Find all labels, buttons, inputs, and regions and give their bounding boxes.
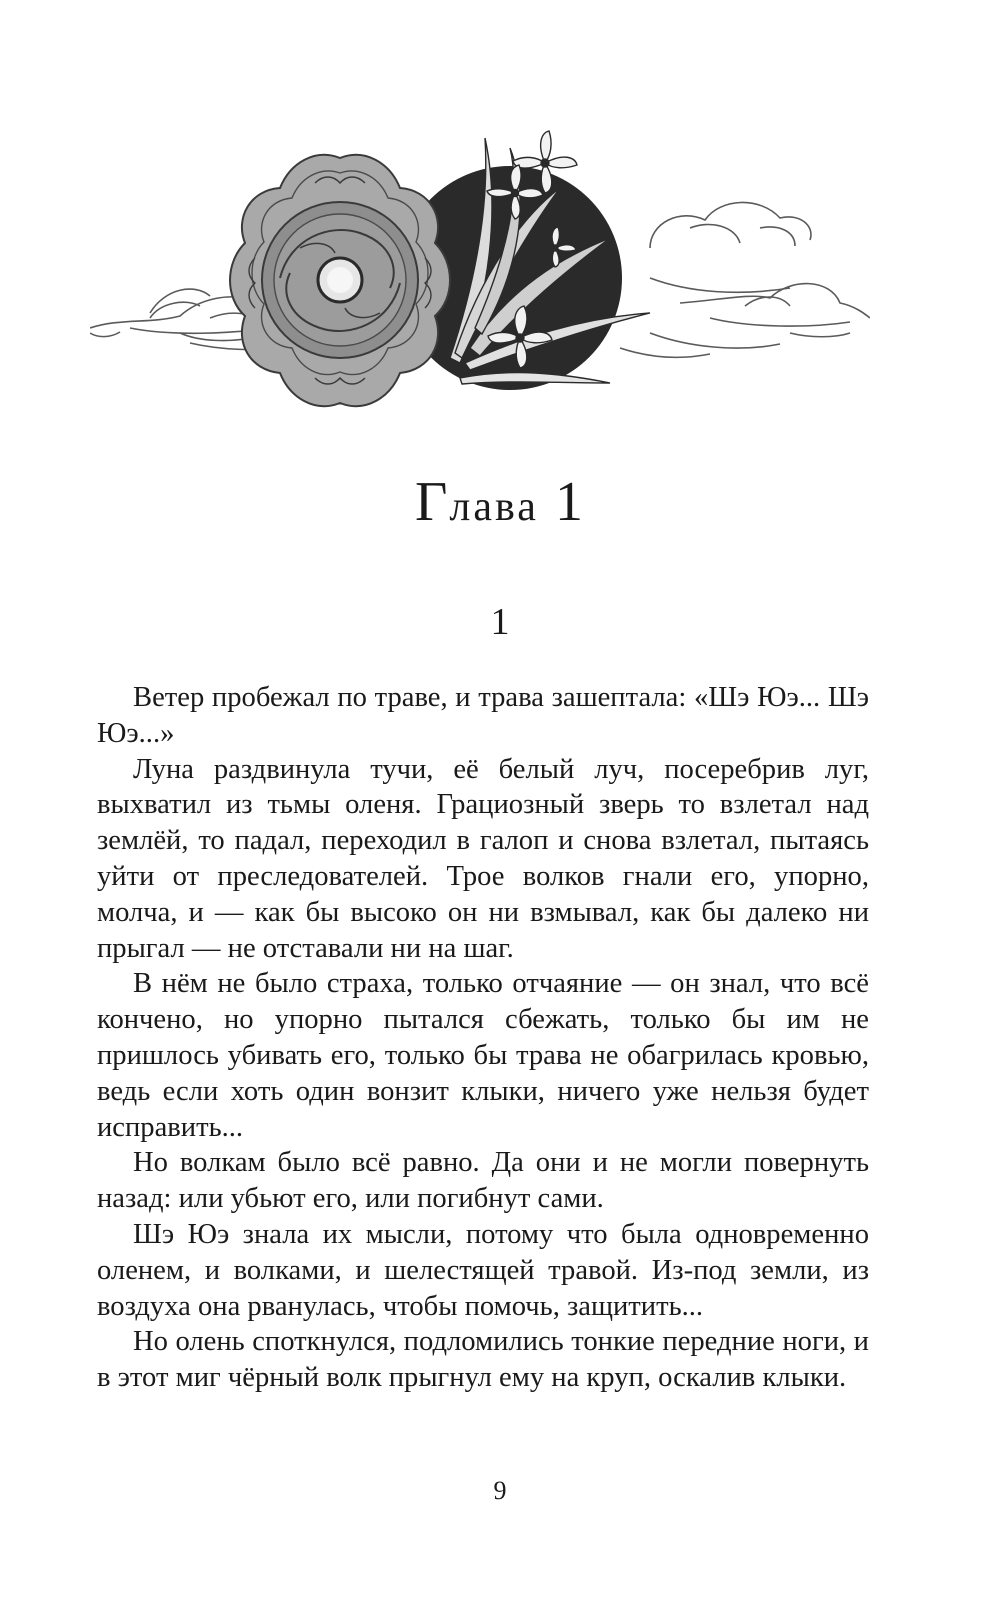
paragraph: Но олень споткнулся, подломились тонкие передние ноги, и в этот миг чёрный волк прыгнул ему на круп, оскалив клыки. xyxy=(97,1326,869,1394)
paragraph: Ветер пробежал по траве, и трава зашептала: «Шэ Юэ... Шэ Юэ...» xyxy=(97,682,869,749)
chapter-title-word: лава xyxy=(449,484,539,530)
chapter-body-text xyxy=(97,680,869,1396)
cloud-right xyxy=(620,202,870,357)
ornamental-medallion xyxy=(230,155,450,406)
chapter-number: 1 xyxy=(554,471,585,533)
paragraph: Но волкам было всё равно. Да они и не могли повернуть назад: или убьют его, или погибнут сами. xyxy=(97,1147,869,1215)
page-number: 9 xyxy=(493,1476,507,1505)
paragraph: Луна раздвинула тучи, её белый луч, посеребрив луг, выхватил из тьмы оленя. Грациозный зверь то взлетал над землёй, то падал, переходил в галоп и снова взлетал, пытаясь уйти от преследователей. Трое волков гнали его, упорно, молча, и — как бы высоко он ни взмывал, как бы далеко ни прыгал — не отставали ни на шаг. xyxy=(97,753,869,964)
chapter-ornament-illustration xyxy=(90,128,870,428)
section-number: 1 xyxy=(490,601,510,643)
paragraph: В нём не было страха, только отчаяние — он знал, что всё кончено, но упорно пытался сбежать, только бы им не пришлось убивать его, только бы трава не обагрилась кровью, ведь если хоть один вонзит клыки, ничего уже нельзя будет исправить... xyxy=(97,968,869,1143)
paragraph: Шэ Юэ знала их мысли, потому что была одновременно оленем, и волками, и шелестящей травой. Из-под земли, из воздуха она рванулась, чтобы помочь, защитить... xyxy=(97,1218,869,1322)
chapter-title xyxy=(0,470,1000,534)
chapter-title-initial: Г xyxy=(415,471,450,533)
